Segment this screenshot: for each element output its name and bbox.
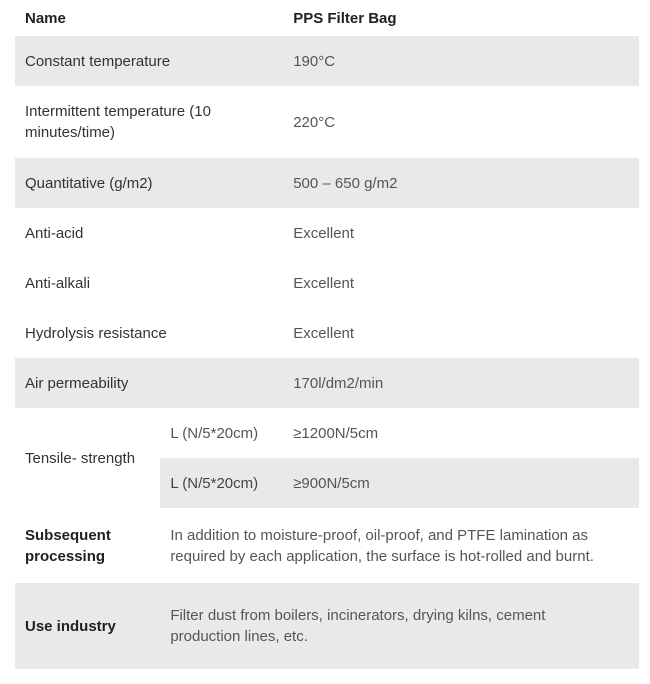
tensile-sub-value: ≥1200N/5cm <box>293 424 379 442</box>
row-value: 190°C <box>293 52 336 70</box>
table-row-industry <box>15 583 639 669</box>
row-label: Constant temperature <box>25 52 171 70</box>
row-value: 500 – 650 g/m2 <box>293 174 398 192</box>
tensile-sub-label: L (N/5*20cm) <box>170 424 259 442</box>
subsequent-value: In addition to moisture-proof, oil-proof, and PTFE lamination as required by each application, the surface is hot-rolled and burnt. <box>170 526 594 565</box>
row-label: Intermittent temperature (10 minutes/time) <box>25 103 211 141</box>
row-value: 170l/dm2/min <box>293 374 384 392</box>
row-label: Hydrolysis resistance <box>25 324 167 342</box>
row-label: Air permeability <box>25 374 129 392</box>
table-row-subsequent <box>15 508 639 583</box>
table-row <box>15 308 639 358</box>
row-label: Quantitative (g/m2) <box>25 174 153 192</box>
row-value: Excellent <box>293 324 355 342</box>
subsequent-label: Subsequent processing <box>25 526 111 565</box>
table-row <box>15 258 639 308</box>
table-row <box>15 358 639 408</box>
header-name: Name <box>25 9 66 27</box>
row-value: 220°C <box>293 113 336 131</box>
table-header-row <box>15 0 639 36</box>
table-row-tensile <box>15 408 639 458</box>
tensile-sub-label: L (N/5*20cm) <box>160 458 283 508</box>
row-label: Anti-alkali <box>25 274 91 292</box>
table-row <box>15 158 639 208</box>
row-value: Excellent <box>293 224 355 242</box>
row-label: Anti-acid <box>25 224 84 242</box>
row-value: Excellent <box>293 274 355 292</box>
industry-value: Filter dust from boilers, incinerators, drying kilns, cement production lines, etc. <box>170 607 546 645</box>
tensile-label: Tensile- strength <box>25 449 136 467</box>
spec-table <box>15 0 639 669</box>
header-product: PPS Filter Bag <box>293 9 397 27</box>
table-row <box>15 86 639 158</box>
table-row <box>15 208 639 258</box>
tensile-sub-value: ≥900N/5cm <box>283 458 639 508</box>
industry-label: Use industry <box>25 617 116 635</box>
table-row <box>15 36 639 86</box>
